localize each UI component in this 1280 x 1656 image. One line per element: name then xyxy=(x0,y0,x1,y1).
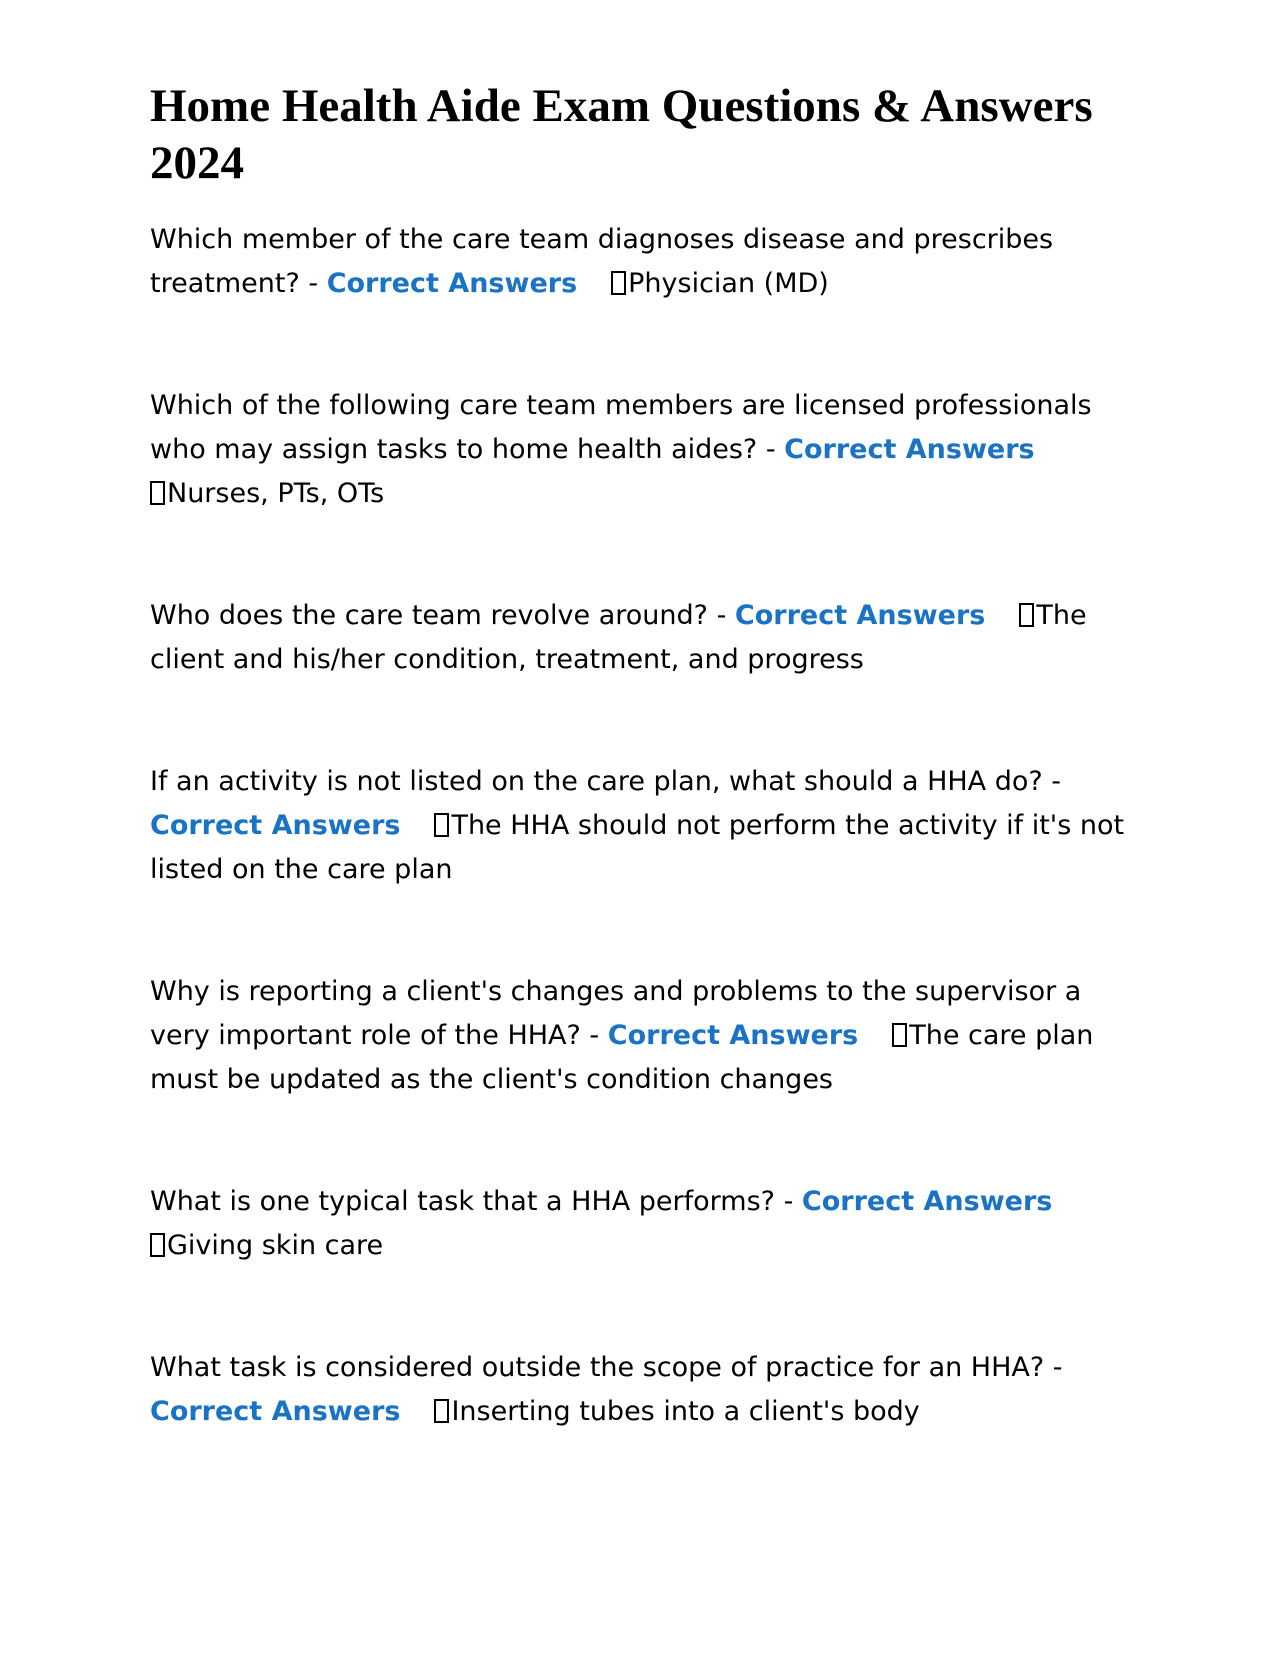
missing-glyph-icon xyxy=(1019,603,1034,627)
answer-text: The HHA should not perform the activity if it's not listed on the care plan xyxy=(150,810,1125,885)
question-text: Which member of the care team diagnoses disease and prescribes treatment? - xyxy=(150,224,1054,299)
question-text: Which of the following care team members are licensed professionals who may assign tasks to home health aides? - xyxy=(150,390,1092,465)
answer-text: Nurses, PTs, OTs xyxy=(167,478,385,509)
qa-item xyxy=(150,1346,1130,1434)
question-text: What task is considered outside the scope of practice for an HHA? - xyxy=(150,1352,1063,1383)
question-text: If an activity is not listed on the care plan, what should a HHA do? - xyxy=(150,766,1062,797)
missing-glyph-icon xyxy=(611,271,626,295)
correct-answers-label: Correct Answers xyxy=(784,434,1035,465)
answer-text: Giving skin care xyxy=(167,1230,384,1261)
qa-item xyxy=(150,970,1130,1102)
correct-answers-label: Correct Answers xyxy=(607,1020,859,1051)
correct-answers-label: Correct Answers xyxy=(150,810,401,841)
answer-text: Physician (MD) xyxy=(628,268,829,299)
correct-answers-label: Correct Answers xyxy=(150,1396,401,1427)
qa-item xyxy=(150,384,1130,516)
document-page xyxy=(150,78,1130,1512)
qa-item xyxy=(150,1180,1130,1268)
question-text: Why is reporting a client's changes and problems to the supervisor a very important role of the HHA? - xyxy=(150,976,1082,1051)
question-text: Who does the care team revolve around? - xyxy=(150,600,735,631)
answer-text: Inserting tubes into a client's body xyxy=(451,1396,920,1427)
correct-answers-label: Correct Answers xyxy=(801,1186,1053,1217)
missing-glyph-icon xyxy=(434,813,449,837)
question-text: What is one typical task that a HHA performs? - xyxy=(150,1186,802,1217)
missing-glyph-icon xyxy=(434,1399,449,1423)
missing-glyph-icon xyxy=(150,1233,165,1257)
document-title: Home Health Aide Exam Questions & Answers 2024 xyxy=(150,80,1093,189)
correct-answers-label: Correct Answers xyxy=(326,268,578,299)
correct-answers-label: Correct Answers xyxy=(734,600,986,631)
missing-glyph-icon xyxy=(150,481,165,505)
qa-item xyxy=(150,594,1130,682)
answer-text: The care plan must be updated as the client's condition changes xyxy=(150,1020,1094,1095)
qa-item xyxy=(150,760,1130,892)
qa-item xyxy=(150,218,1130,306)
missing-glyph-icon xyxy=(892,1023,907,1047)
answer-text: The client and his/her condition, treatment, and progress xyxy=(150,600,1087,675)
